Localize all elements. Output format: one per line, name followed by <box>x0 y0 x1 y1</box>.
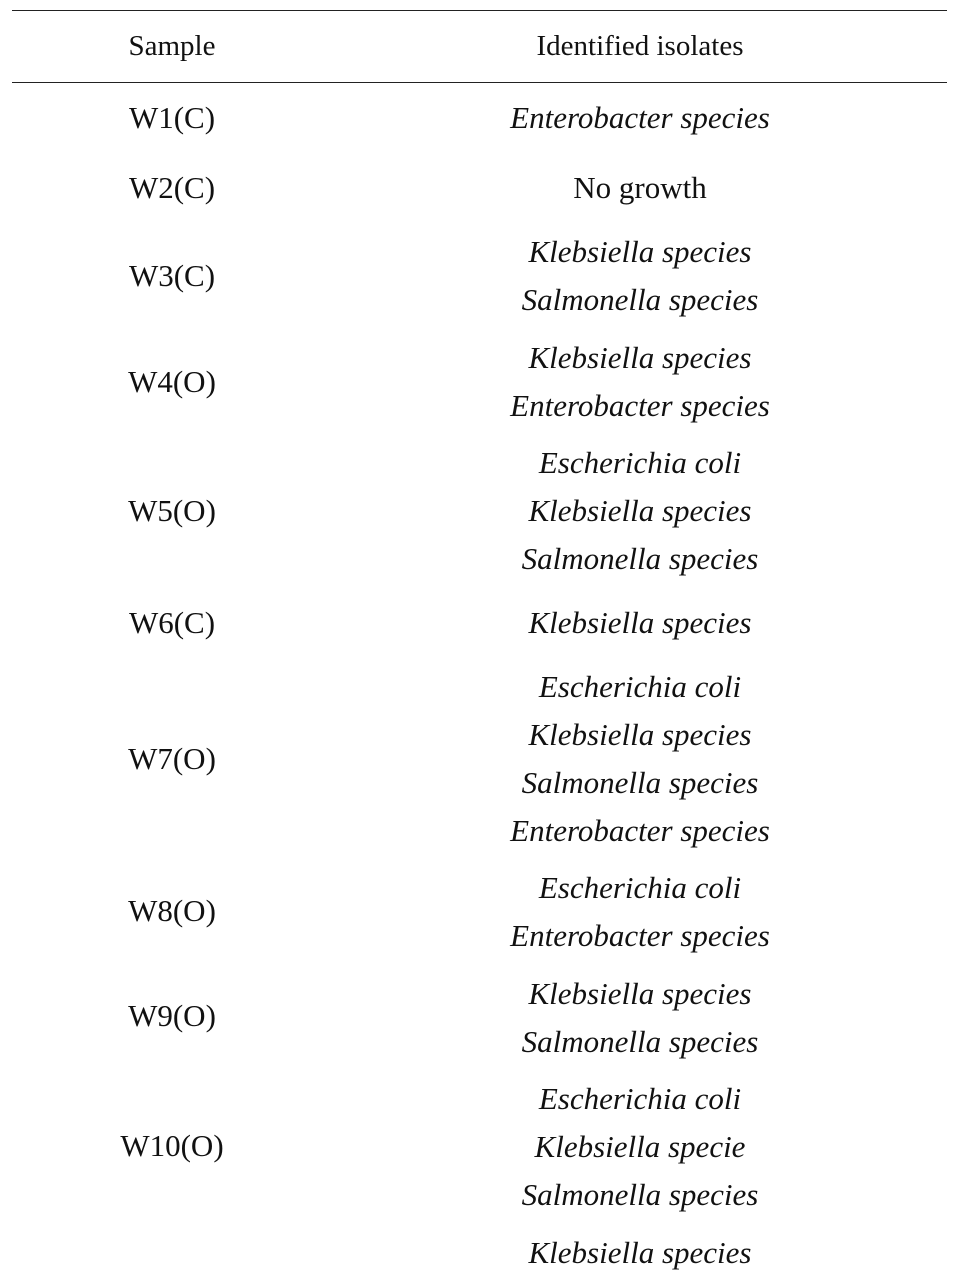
table-top-rule <box>12 10 947 11</box>
isolate-name: Salmonella species <box>521 541 759 576</box>
isolate-name: Escherichia coli <box>538 445 742 480</box>
isolate-name: Escherichia coli <box>538 870 742 905</box>
isolate-name: No growth <box>573 170 707 205</box>
sample-cell: W9(O) <box>128 998 216 1033</box>
isolate-name: Enterobacter species <box>510 918 770 953</box>
isolates-cell <box>440 599 840 647</box>
isolate-name: Enterobacter species <box>510 813 770 848</box>
isolates-cell <box>440 1229 840 1277</box>
isolate-name: Klebsiella species <box>528 1235 752 1270</box>
sample-cell: W4(O) <box>128 364 216 399</box>
isolates-cell <box>440 439 840 583</box>
isolate-name: Escherichia coli <box>538 1081 742 1116</box>
sample-cell: W3(C) <box>128 258 216 293</box>
isolates-cell <box>440 970 840 1066</box>
sample-cell: W5(O) <box>128 493 216 528</box>
isolate-name: Klebsiella species <box>528 234 752 269</box>
isolate-name: Salmonella species <box>521 765 759 800</box>
sample-cell: W6(C) <box>128 605 216 640</box>
isolate-name: Klebsiella specie <box>534 1129 746 1164</box>
table-header-rule <box>12 82 947 83</box>
sample-cell: W2(C) <box>128 170 216 205</box>
isolate-name: Klebsiella species <box>528 340 752 375</box>
header-sample: Sample <box>128 30 216 62</box>
isolate-name: Klebsiella species <box>528 717 752 752</box>
isolate-name: Klebsiella species <box>528 976 752 1011</box>
isolates-cell <box>440 164 840 212</box>
isolates-cell <box>440 864 840 960</box>
isolates-cell <box>440 334 840 430</box>
isolates-cell <box>440 663 840 855</box>
sample-cell: W8(O) <box>128 893 216 928</box>
isolate-name: Salmonella species <box>521 1177 759 1212</box>
isolates-cell <box>440 94 840 142</box>
isolate-name: Salmonella species <box>521 282 759 317</box>
isolate-name: Enterobacter species <box>510 100 770 135</box>
sample-cell: W1(C) <box>128 100 216 135</box>
isolates-cell <box>440 228 840 324</box>
isolates-cell <box>440 1075 840 1219</box>
sample-cell: W7(O) <box>128 741 216 776</box>
header-identified-isolates: Identified isolates <box>536 30 744 62</box>
isolate-name: Klebsiella species <box>528 605 752 640</box>
isolate-name: Klebsiella species <box>528 493 752 528</box>
isolate-name: Salmonella species <box>521 1024 759 1059</box>
isolate-name: Escherichia coli <box>538 669 742 704</box>
sample-cell: W10(O) <box>120 1128 224 1163</box>
isolate-name: Enterobacter species <box>510 388 770 423</box>
